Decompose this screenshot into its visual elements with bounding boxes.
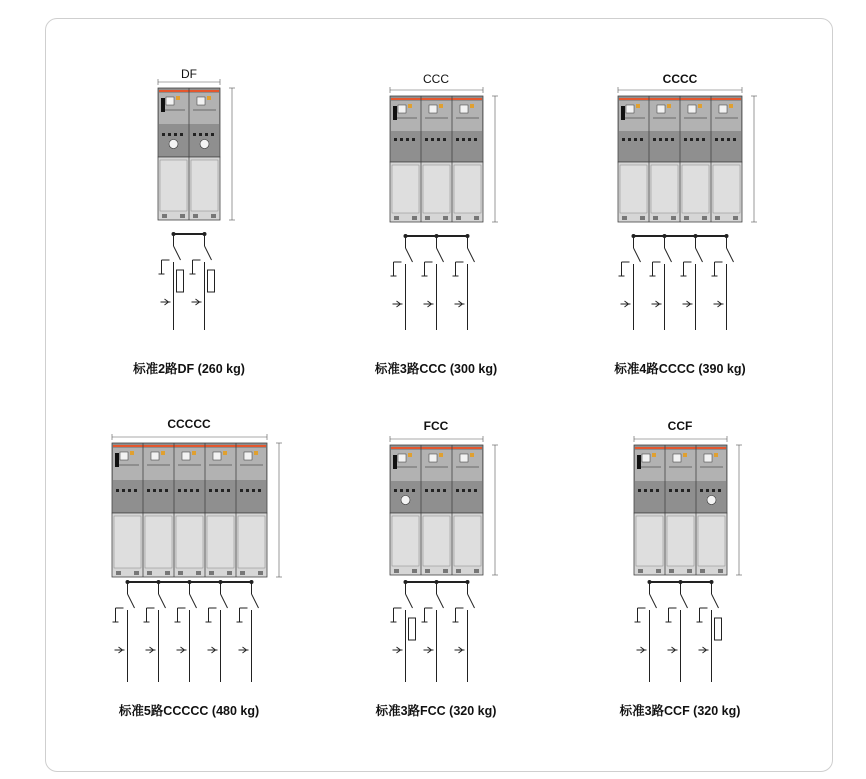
fuse-symbol: [177, 270, 184, 292]
control-dot: [733, 138, 736, 141]
operating-dial: [200, 140, 209, 149]
switch-blade: [252, 594, 259, 608]
control-dot: [425, 489, 428, 492]
control-dot: [431, 138, 434, 141]
indicator-window: [197, 97, 205, 105]
control-dot: [252, 489, 255, 492]
control-dot: [128, 489, 131, 492]
control-dot: [400, 138, 403, 141]
module-foot: [443, 216, 448, 220]
control-dot: [706, 489, 709, 492]
control-dot: [221, 489, 224, 492]
status-lamp: [254, 451, 258, 455]
indicator-window: [213, 452, 221, 460]
switch-blade: [174, 246, 181, 260]
module-foot: [209, 571, 214, 575]
module-foot: [412, 569, 417, 573]
control-dot: [199, 133, 202, 136]
control-dot: [394, 489, 397, 492]
unit-caption: 标准3路CCC (300 kg): [374, 362, 498, 376]
unit-caption: 标准2路DF (260 kg): [133, 362, 245, 376]
switchgear-unit-ccccc: [112, 417, 282, 718]
control-dot: [162, 133, 165, 136]
unit-title: CCCC: [662, 72, 698, 86]
module-door: [191, 160, 218, 211]
control-dot: [258, 489, 261, 492]
control-dot: [690, 138, 693, 141]
module-foot: [700, 569, 705, 573]
control-dot: [462, 489, 465, 492]
module-foot: [193, 214, 198, 218]
busbar-accent: [635, 447, 726, 449]
control-dot: [168, 133, 171, 136]
control-dot: [456, 489, 459, 492]
indicator-window: [642, 454, 650, 462]
module-foot: [394, 569, 399, 573]
label-plate: [393, 106, 397, 120]
module-door: [454, 165, 481, 213]
indicator-window: [166, 97, 174, 105]
control-dot: [456, 138, 459, 141]
control-dot: [727, 138, 730, 141]
busbar-accent: [113, 445, 266, 447]
unit-title: CCC: [423, 72, 449, 86]
status-lamp: [176, 96, 180, 100]
indicator-window: [673, 454, 681, 462]
module-foot: [715, 216, 720, 220]
control-dot: [412, 138, 415, 141]
module-door: [620, 165, 647, 213]
module-door: [682, 165, 709, 213]
control-dot: [462, 138, 465, 141]
control-dot: [474, 489, 477, 492]
control-dot: [634, 138, 637, 141]
control-dot: [437, 489, 440, 492]
switch-blade: [634, 248, 641, 262]
module-foot: [165, 571, 170, 575]
control-dot: [653, 138, 656, 141]
module-foot: [474, 216, 479, 220]
indicator-window: [460, 454, 468, 462]
module-door: [145, 516, 172, 568]
control-dot: [718, 489, 721, 492]
control-dot: [196, 489, 199, 492]
indicator-window: [120, 452, 128, 460]
indicator-window: [688, 105, 696, 113]
indicator-window: [182, 452, 190, 460]
switch-blade: [406, 248, 413, 262]
module-door: [423, 516, 450, 566]
control-dot: [165, 489, 168, 492]
status-lamp: [161, 451, 165, 455]
module-foot: [638, 569, 643, 573]
module-door: [454, 516, 481, 566]
module-door: [667, 516, 694, 566]
indicator-window: [429, 105, 437, 113]
module-foot: [702, 216, 707, 220]
module-foot: [733, 216, 738, 220]
unit-caption: 标准3路CCF (320 kg): [619, 704, 741, 718]
indicator-window: [704, 454, 712, 462]
switch-blade: [159, 594, 166, 608]
module-foot: [180, 214, 185, 218]
module-foot: [240, 571, 245, 575]
switch-blade: [681, 594, 688, 608]
control-dot: [640, 138, 643, 141]
control-dot: [628, 138, 631, 141]
control-dot: [209, 489, 212, 492]
operating-dial: [401, 496, 410, 505]
control-dot: [437, 138, 440, 141]
status-lamp: [667, 104, 671, 108]
control-dot: [696, 138, 699, 141]
module-door: [698, 516, 725, 566]
module-foot: [425, 569, 430, 573]
control-dot: [159, 489, 162, 492]
control-dot: [665, 138, 668, 141]
switch-blade: [712, 594, 719, 608]
control-dot: [205, 133, 208, 136]
status-lamp: [439, 104, 443, 108]
module-foot: [443, 569, 448, 573]
switchgear-unit-df: [132, 67, 245, 376]
indicator-window: [429, 454, 437, 462]
control-dot: [116, 489, 119, 492]
control-dot: [246, 489, 249, 492]
operating-dial: [707, 496, 716, 505]
fuse-symbol: [715, 618, 722, 640]
module-foot: [669, 569, 674, 573]
indicator-window: [151, 452, 159, 460]
control-dot: [638, 489, 641, 492]
control-dot: [700, 489, 703, 492]
status-lamp: [408, 453, 412, 457]
control-dot: [715, 138, 718, 141]
unit-title: CCCCC: [167, 417, 211, 431]
control-dot: [702, 138, 705, 141]
status-lamp: [207, 96, 211, 100]
module-foot: [687, 569, 692, 573]
unit-caption: 标准5路CCCCC (480 kg): [118, 704, 260, 718]
control-dot: [147, 489, 150, 492]
control-dot: [669, 489, 672, 492]
module-foot: [656, 569, 661, 573]
switch-blade: [128, 594, 135, 608]
switch-blade: [727, 248, 734, 262]
control-dot: [443, 489, 446, 492]
control-dot: [122, 489, 125, 492]
switchgear-unit-ccc: [374, 72, 498, 376]
control-dot: [190, 489, 193, 492]
control-dot: [721, 138, 724, 141]
control-dot: [400, 489, 403, 492]
switchgear-unit-ccf: [619, 419, 742, 718]
label-plate: [637, 455, 641, 469]
operating-dial: [169, 140, 178, 149]
module-foot: [456, 569, 461, 573]
status-lamp: [408, 104, 412, 108]
status-lamp: [636, 104, 640, 108]
control-dot: [184, 489, 187, 492]
label-plate: [393, 455, 397, 469]
control-dot: [134, 489, 137, 492]
unit-caption: 标准3路FCC (320 kg): [375, 704, 497, 718]
status-lamp: [470, 453, 474, 457]
module-door: [176, 516, 203, 568]
control-dot: [644, 489, 647, 492]
switchgear-unit-cccc: [613, 72, 757, 376]
module-foot: [474, 569, 479, 573]
label-plate: [161, 98, 165, 112]
module-foot: [394, 216, 399, 220]
control-dot: [406, 138, 409, 141]
label-plate: [115, 453, 119, 467]
control-dot: [656, 489, 659, 492]
module-foot: [718, 569, 723, 573]
module-foot: [162, 214, 167, 218]
control-dot: [443, 138, 446, 141]
control-dot: [425, 138, 428, 141]
control-dot: [474, 138, 477, 141]
switchgear-unit-fcc: [375, 419, 498, 718]
label-plate: [621, 106, 625, 120]
module-door: [114, 516, 141, 568]
switch-blade: [406, 594, 413, 608]
indicator-window: [626, 105, 634, 113]
control-dot: [193, 133, 196, 136]
control-dot: [468, 138, 471, 141]
status-lamp: [130, 451, 134, 455]
control-dot: [240, 489, 243, 492]
module-foot: [671, 216, 676, 220]
switch-blade: [437, 594, 444, 608]
switch-blade: [190, 594, 197, 608]
module-door: [160, 160, 187, 211]
busbar-accent: [391, 447, 482, 449]
module-door: [651, 165, 678, 213]
control-dot: [394, 138, 397, 141]
status-lamp: [652, 453, 656, 457]
status-lamp: [223, 451, 227, 455]
control-dot: [180, 133, 183, 136]
switch-blade: [468, 248, 475, 262]
control-dot: [681, 489, 684, 492]
module-foot: [134, 571, 139, 575]
control-dot: [431, 489, 434, 492]
control-dot: [211, 133, 214, 136]
module-foot: [456, 216, 461, 220]
unit-title: FCC: [423, 419, 449, 433]
fuse-symbol: [208, 270, 215, 292]
unit-title: CCF: [667, 419, 693, 433]
indicator-window: [244, 452, 252, 460]
module-foot: [178, 571, 183, 575]
module-foot: [425, 216, 430, 220]
module-foot: [227, 571, 232, 575]
status-lamp: [714, 453, 718, 457]
module-door: [392, 165, 419, 213]
switch-blade: [650, 594, 657, 608]
module-foot: [258, 571, 263, 575]
control-dot: [659, 138, 662, 141]
control-dot: [215, 489, 218, 492]
control-dot: [712, 489, 715, 492]
module-foot: [640, 216, 645, 220]
control-dot: [174, 133, 177, 136]
module-door: [713, 165, 740, 213]
control-dot: [650, 489, 653, 492]
module-foot: [147, 571, 152, 575]
module-foot: [116, 571, 121, 575]
switch-blade: [665, 248, 672, 262]
control-dot: [178, 489, 181, 492]
status-lamp: [683, 453, 687, 457]
status-lamp: [439, 453, 443, 457]
busbar-accent: [391, 98, 482, 100]
status-lamp: [192, 451, 196, 455]
control-dot: [687, 489, 690, 492]
module-foot: [196, 571, 201, 575]
module-door: [238, 516, 265, 568]
status-lamp: [698, 104, 702, 108]
control-dot: [671, 138, 674, 141]
switch-blade: [437, 248, 444, 262]
module-foot: [412, 216, 417, 220]
switch-blade: [205, 246, 212, 260]
module-door: [636, 516, 663, 566]
indicator-window: [398, 105, 406, 113]
control-dot: [675, 489, 678, 492]
indicator-window: [460, 105, 468, 113]
module-door: [423, 165, 450, 213]
module-foot: [684, 216, 689, 220]
fuse-symbol: [409, 618, 416, 640]
switch-blade: [221, 594, 228, 608]
control-dot: [406, 489, 409, 492]
status-lamp: [729, 104, 733, 108]
control-dot: [622, 138, 625, 141]
control-dot: [468, 489, 471, 492]
module-foot: [622, 216, 627, 220]
indicator-window: [657, 105, 665, 113]
control-dot: [227, 489, 230, 492]
module-door: [207, 516, 234, 568]
indicator-window: [719, 105, 727, 113]
unit-caption: 标准4路CCCC (390 kg): [614, 362, 746, 376]
module-foot: [653, 216, 658, 220]
module-foot: [211, 214, 216, 218]
status-lamp: [470, 104, 474, 108]
unit-title: DF: [181, 67, 197, 81]
switch-blade: [468, 594, 475, 608]
indicator-window: [398, 454, 406, 462]
control-dot: [153, 489, 156, 492]
control-dot: [412, 489, 415, 492]
switch-blade: [696, 248, 703, 262]
module-door: [392, 516, 419, 566]
control-dot: [684, 138, 687, 141]
